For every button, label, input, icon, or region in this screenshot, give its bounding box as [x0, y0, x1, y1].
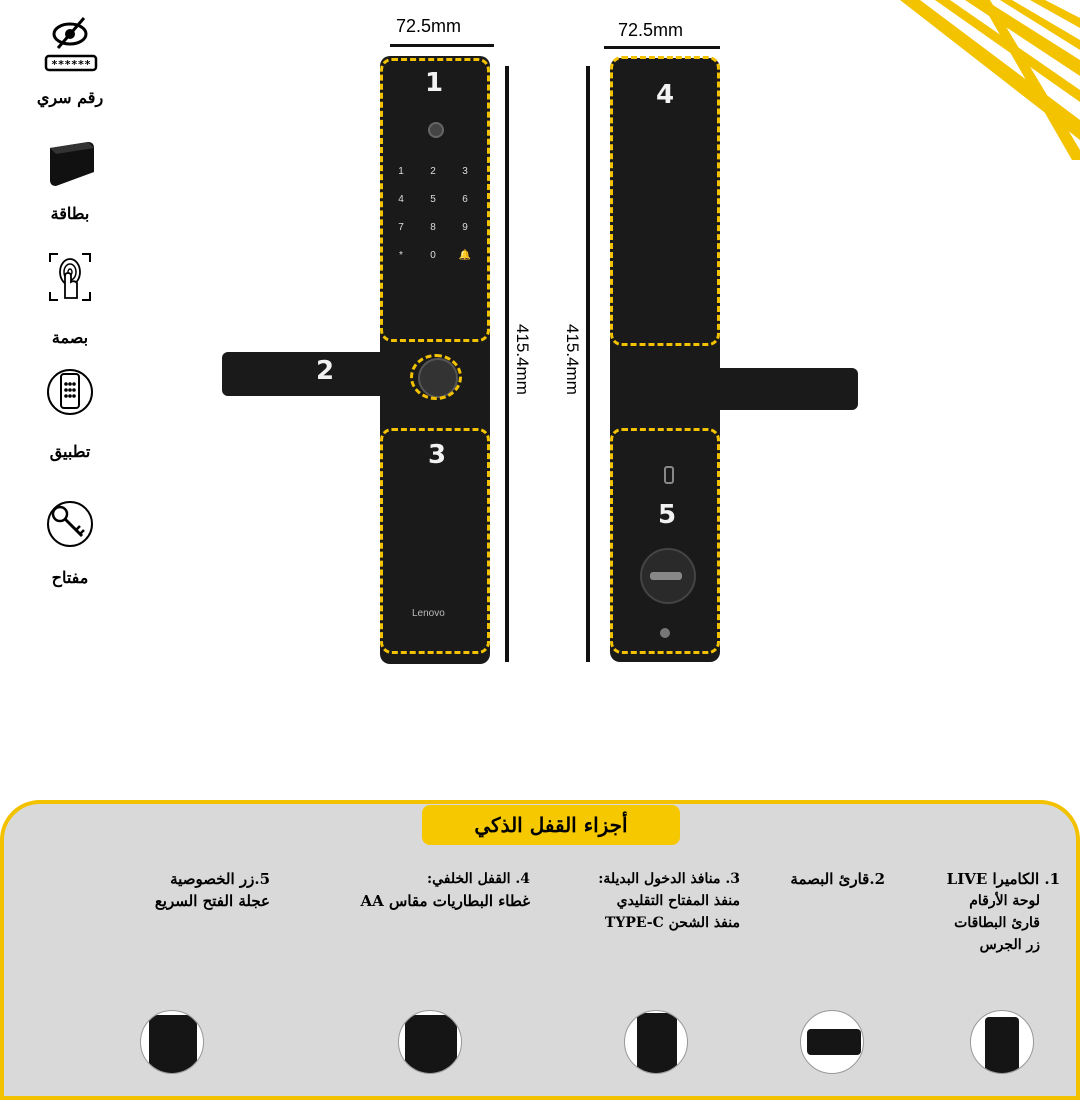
front-height-label: 415.4mm — [513, 324, 532, 395]
keypad-key: 0 — [430, 250, 436, 261]
part-heading: 1. الكاميرا LIVE — [946, 870, 1060, 888]
feature-password — [20, 14, 120, 107]
fingerprint-icon — [30, 252, 110, 308]
back-width-label: 72.5mm — [618, 20, 684, 40]
part-line: لوحة الأرقام — [969, 893, 1040, 909]
keypad-key: 2 — [430, 166, 436, 177]
part-3-thumbnail — [624, 1010, 688, 1074]
part-line: غطاء البطاريات مقاس AA — [360, 892, 530, 910]
part-line: قارئ البطاقات — [954, 915, 1040, 931]
front-width-label: 72.5mm — [396, 16, 462, 36]
part-1 — [900, 868, 1060, 956]
feature-card — [20, 140, 120, 223]
zone-number-4: 4 — [656, 80, 675, 110]
part-line: منفذ الشحن TYPE-C — [604, 915, 740, 931]
card-icon — [30, 140, 110, 190]
front-width-bar — [390, 44, 494, 47]
panel-title: أجزاء القفل الذكي — [422, 805, 680, 845]
password-mask: ****** — [51, 58, 91, 71]
part-heading: 3. منافذ الدخول البديلة: — [598, 871, 740, 887]
app-phone-icon — [30, 364, 110, 424]
password-eye-icon — [30, 14, 110, 74]
feature-label: مفتاح — [51, 568, 89, 587]
part-2 — [740, 868, 885, 890]
zone-1 — [380, 58, 490, 342]
keypad-key: 6 — [462, 194, 468, 205]
key-icon — [30, 496, 110, 552]
feature-fingerprint — [20, 252, 120, 347]
back-height-bar — [586, 66, 590, 662]
front-height-bar — [505, 66, 509, 662]
corner-stripes — [840, 0, 1080, 160]
part-heading: 4. القفل الخلفي: — [426, 871, 530, 887]
keypad-key: 5 — [430, 194, 436, 205]
feature-label: بطاقة — [50, 204, 90, 223]
part-2-thumbnail — [800, 1010, 864, 1074]
brand-label: Lenovo — [412, 608, 445, 619]
keypad-key: * — [399, 250, 403, 261]
feature-app — [20, 364, 120, 461]
keypad-key: 9 — [462, 222, 468, 233]
part-5 — [80, 868, 270, 912]
part-heading: 5.زر الخصوصية — [170, 870, 270, 888]
part-3 — [540, 868, 740, 934]
part-1-thumbnail — [970, 1010, 1034, 1074]
zone-number-3: 3 — [428, 440, 447, 470]
feature-key — [20, 496, 120, 587]
keypad-key: 8 — [430, 222, 436, 233]
part-4-thumbnail — [398, 1010, 462, 1074]
back-width-bar — [604, 46, 720, 49]
back-height-label: 415.4mm — [563, 324, 582, 395]
zone-number-5: 5 — [658, 500, 677, 530]
part-5-thumbnail — [140, 1010, 204, 1074]
keypad-key: 1 — [398, 166, 404, 177]
part-line: عجلة الفتح السريع — [154, 892, 270, 910]
keypad-key: 🔔 — [458, 250, 472, 261]
feature-label: بصمة — [51, 328, 89, 347]
keypad-key: 4 — [398, 194, 404, 205]
part-line: زر الجرس — [979, 937, 1040, 953]
keypad-key: 3 — [462, 166, 468, 177]
part-heading: 2.قارئ البصمة — [790, 870, 885, 888]
zone-number-1: 1 — [425, 68, 444, 98]
back-handle — [636, 368, 858, 410]
zone-number-2: 2 — [316, 356, 335, 386]
zone-2 — [410, 354, 462, 400]
feature-label: تطبيق — [49, 442, 91, 461]
feature-label: رقم سري — [36, 88, 104, 107]
part-line: منفذ المفتاح التقليدي — [616, 893, 740, 909]
zone-5 — [610, 428, 720, 654]
keypad-key: 7 — [398, 222, 404, 233]
part-4 — [290, 868, 530, 912]
